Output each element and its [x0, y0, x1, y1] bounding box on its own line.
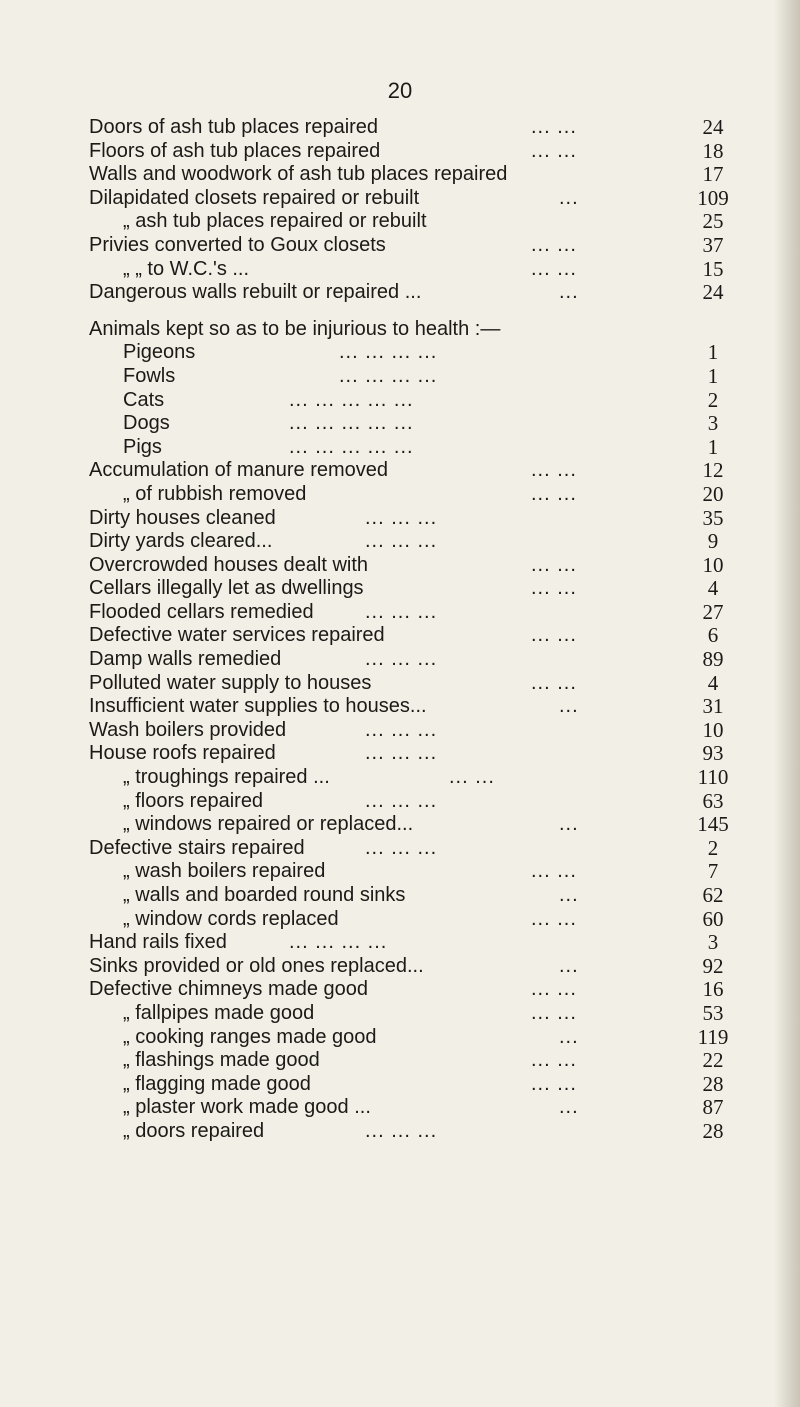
leader-dots: ... ... ...	[365, 530, 438, 553]
row-label: Defective water services repaired	[89, 624, 385, 647]
leader-dots: ...	[559, 884, 579, 906]
table-row	[89, 1073, 743, 1097]
row-value: 22	[702, 1048, 724, 1073]
row-value: 1	[707, 363, 719, 388]
row-value: 10	[702, 717, 724, 742]
table-row	[89, 648, 743, 672]
row-value: 37	[702, 232, 724, 257]
table-row	[89, 624, 743, 648]
table-row	[89, 577, 743, 601]
row-label: „ floors repaired	[123, 789, 264, 812]
leader-dots: ... ... ...	[365, 648, 438, 671]
table-row	[89, 742, 743, 766]
row-value: 25	[702, 209, 724, 234]
row-value: 16	[702, 977, 724, 1002]
row-label: Doors of ash tub places repaired	[89, 116, 379, 138]
leader-dots: ... ... ...	[365, 789, 438, 812]
row-label: Overcrowded houses dealt with	[89, 553, 369, 576]
row-value: 27	[702, 599, 724, 624]
table-row	[89, 210, 743, 234]
table-row	[89, 601, 743, 625]
table-row	[89, 365, 743, 389]
leader-dots: ... ...	[531, 1001, 577, 1024]
row-label: „ wash boilers repaired	[123, 860, 326, 883]
leader-dots: ... ... ... ...	[339, 364, 438, 387]
row-label: Sinks provided or old ones replaced...	[89, 954, 424, 977]
row-label: Dogs	[123, 412, 170, 435]
row-value: 4	[707, 670, 719, 695]
row-label: „ windows repaired or replaced...	[123, 813, 414, 836]
table-row	[89, 1002, 743, 1026]
row-value: 17	[702, 162, 724, 187]
row-value: 9	[707, 529, 719, 554]
table-row	[89, 318, 743, 342]
table-row	[89, 341, 743, 365]
leader-dots: ... ... ... ...	[339, 341, 438, 364]
row-value: 24	[702, 115, 724, 139]
leader-dots: ... ... ...	[365, 836, 438, 859]
leader-dots: ...	[559, 695, 579, 718]
leader-dots: ... ... ...	[365, 718, 438, 741]
table-row	[89, 116, 743, 140]
table-row	[89, 187, 743, 211]
leader-dots: ... ...	[531, 116, 577, 138]
row-label: „ troughings repaired ...	[123, 766, 330, 789]
leader-dots: ...	[559, 1025, 579, 1048]
table-row	[89, 813, 743, 837]
row-label: „ walls and boarded round sinks	[123, 884, 406, 906]
row-value: 53	[702, 1000, 724, 1025]
table-row	[89, 281, 743, 305]
table-row	[89, 507, 743, 531]
table-row	[89, 978, 743, 1002]
row-label: Dangerous walls rebuilt or repaired ...	[89, 281, 422, 304]
row-value: 2	[707, 387, 719, 412]
leader-dots: ... ...	[531, 978, 577, 1001]
row-label: Walls and woodwork of ash tub places repaired	[89, 163, 508, 186]
row-value: 3	[707, 411, 719, 436]
row-label: House roofs repaired	[89, 742, 276, 765]
table-row	[89, 766, 743, 790]
row-value: 12	[702, 458, 724, 483]
row-value: 93	[702, 741, 724, 766]
row-value: 109	[697, 185, 729, 210]
row-label: Animals kept so as to be injurious to health :—	[89, 317, 501, 340]
row-label: Polluted water supply to houses	[89, 671, 372, 694]
table-row	[89, 908, 743, 932]
leader-dots: ... ... ... ... ...	[289, 435, 414, 458]
row-label: Flooded cellars remedied	[89, 600, 314, 623]
row-value: 92	[702, 953, 724, 978]
leader-dots: ... ...	[531, 671, 577, 694]
row-label: Dirty houses cleaned	[89, 506, 276, 529]
row-label: Cellars illegally let as dwellings	[89, 577, 364, 600]
leader-dots: ... ... ...	[365, 600, 438, 623]
table-row	[89, 530, 743, 554]
table-row	[89, 1096, 743, 1120]
report-table	[89, 116, 743, 1144]
row-label: „ flashings made good	[123, 1049, 320, 1072]
table-row	[89, 436, 743, 460]
leader-dots: ...	[559, 281, 579, 304]
row-value: 89	[702, 647, 724, 672]
row-value: 60	[702, 906, 724, 931]
leader-dots: ... ...	[531, 624, 577, 647]
row-label: „ ash tub places repaired or rebuilt	[123, 210, 427, 233]
table-row	[89, 837, 743, 861]
leader-dots: ...	[559, 813, 579, 836]
table-row	[89, 672, 743, 696]
table-row	[89, 884, 743, 908]
row-value: 35	[702, 505, 724, 530]
row-value: 119	[697, 1024, 729, 1049]
row-label: „ cooking ranges made good	[123, 1025, 377, 1048]
row-label: Dirty yards cleared...	[89, 530, 273, 553]
leader-dots: ... ...	[531, 139, 577, 162]
table-row	[89, 719, 743, 743]
row-value: 3	[707, 930, 719, 955]
row-value: 28	[702, 1118, 724, 1143]
table-row	[89, 163, 743, 187]
leader-dots: ... ...	[531, 1072, 577, 1095]
row-value: 62	[702, 883, 724, 907]
table-row	[89, 931, 743, 955]
row-label: Privies converted to Goux closets	[89, 233, 386, 256]
row-value: 24	[702, 280, 724, 305]
row-value: 4	[707, 576, 719, 601]
table-row	[89, 554, 743, 578]
leader-dots: ... ... ...	[365, 742, 438, 765]
leader-dots: ... ...	[531, 1049, 577, 1072]
row-value: 10	[702, 552, 724, 577]
row-value: 1	[707, 340, 719, 365]
row-label: Hand rails fixed	[89, 931, 227, 954]
table-row	[89, 860, 743, 884]
row-value: 28	[702, 1071, 724, 1096]
leader-dots: ...	[559, 954, 579, 977]
leader-dots: ... ...	[531, 553, 577, 576]
row-label: Defective chimneys made good	[89, 978, 369, 1001]
leader-dots: ... ... ...	[365, 506, 438, 529]
row-label: „ fallpipes made good	[123, 1001, 315, 1024]
row-value: 6	[707, 623, 719, 648]
row-label: Insufficient water supplies to houses...	[89, 695, 427, 718]
table-row	[89, 1026, 743, 1050]
leader-dots: ... ...	[531, 577, 577, 600]
leader-dots: ... ...	[531, 459, 577, 482]
leader-dots: ... ...	[531, 482, 577, 505]
row-label: Damp walls remedied	[89, 648, 282, 671]
table-row	[89, 1049, 743, 1073]
row-label: Dilapidated closets repaired or rebuilt	[89, 186, 420, 209]
table-row	[89, 790, 743, 814]
row-value: 15	[702, 256, 724, 281]
leader-dots: ... ... ... ... ...	[289, 388, 414, 411]
row-value: 2	[707, 835, 719, 860]
row-label: Wash boilers provided	[89, 718, 287, 741]
leader-dots: ... ... ...	[365, 1119, 438, 1142]
row-value: 20	[702, 481, 724, 506]
row-label: Accumulation of manure removed	[89, 459, 389, 482]
table-row	[89, 483, 743, 507]
row-label: Defective stairs repaired	[89, 836, 305, 859]
leader-dots: ...	[559, 186, 579, 209]
page-number: 20	[387, 78, 413, 103]
table-row	[89, 955, 743, 979]
row-label: Floors of ash tub places repaired	[89, 139, 381, 162]
table-row	[89, 1120, 743, 1144]
row-label: Cats	[123, 388, 165, 411]
row-label: Pigs	[123, 435, 162, 458]
row-value: 63	[702, 788, 724, 813]
row-value: 7	[707, 859, 719, 884]
row-value: 31	[702, 694, 724, 719]
row-label: Pigeons	[123, 341, 196, 364]
leader-dots: ... ...	[449, 766, 495, 789]
row-label: „ doors repaired	[123, 1119, 265, 1142]
table-row	[89, 412, 743, 436]
table-row	[89, 695, 743, 719]
row-label: Fowls	[123, 364, 176, 387]
leader-dots: ... ...	[531, 233, 577, 256]
leader-dots: ...	[559, 1096, 579, 1119]
table-row	[89, 140, 743, 164]
row-value: 18	[702, 138, 724, 163]
row-label: „ flagging made good	[123, 1072, 311, 1095]
row-value: 87	[702, 1095, 724, 1120]
row-label: „ window cords replaced	[123, 907, 339, 930]
row-label: „ plaster work made good ...	[123, 1096, 371, 1119]
table-row	[89, 459, 743, 483]
row-label: „ „ to W.C.'s ...	[123, 257, 250, 280]
leader-dots: ... ... ... ... ...	[289, 412, 414, 435]
leader-dots: ... ...	[531, 907, 577, 930]
row-value: 110	[697, 765, 729, 790]
table-row	[89, 234, 743, 258]
table-row	[89, 389, 743, 413]
table-row	[89, 258, 743, 282]
row-value: 1	[707, 434, 719, 459]
leader-dots: ... ...	[531, 257, 577, 280]
row-label: „ of rubbish removed	[123, 482, 307, 505]
row-value: 145	[697, 812, 729, 837]
leader-dots: ... ...	[531, 860, 577, 883]
page-edge-shadow	[774, 0, 800, 1407]
leader-dots: ... ... ... ...	[289, 931, 388, 954]
